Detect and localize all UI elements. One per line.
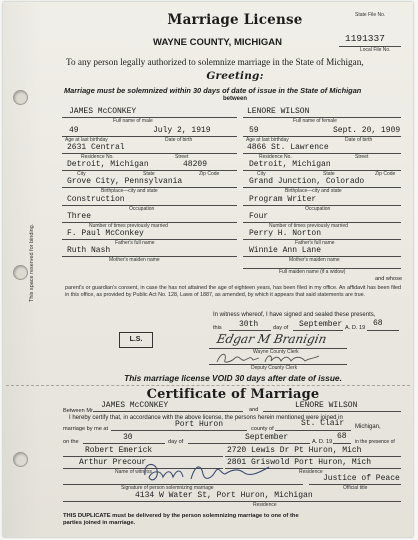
address-line: To any person legally authorized to solemnize marriage in the State of Michigan, (66, 57, 364, 67)
times-married-label: Number of times previously married (269, 223, 348, 229)
issue-year: 68 (373, 319, 383, 328)
affidavit-text: parent's or guardian's consent, in case the has not attained the age of eighteen years, has been filed in my office. An affidavit has been filed in this office, as provided by Public Act No. 128, Laws of 1887, as amended, by which it appears that said statements are true. (65, 285, 401, 298)
witness-statement: In witness whereof, I have signed and sealed these presents, (213, 312, 376, 318)
row-line (83, 443, 165, 444)
solemnize-notice: Marriage must be solemnized within 30 days of date of issue in the State of Michigan (64, 86, 362, 95)
city-label: City (77, 171, 86, 177)
seal-box: L.S. (119, 332, 153, 348)
occupation-label: Occupation (305, 206, 331, 212)
witness-residence-label: Residence (299, 469, 323, 475)
bride-mother: Winnie Ann Lane (249, 246, 322, 255)
bride-birthplace: Grand Junction, Colorado (249, 177, 365, 186)
county-heading: WAYNE COUNTY, MICHIGAN (153, 37, 282, 48)
street-label: Street (175, 154, 189, 160)
clerk-title-label: Wayne County Clerk (253, 349, 299, 355)
residence-label: Residence (253, 502, 277, 508)
age-label: Age at last birthday (65, 137, 108, 143)
zip-label: Zip Code (375, 171, 396, 177)
groom-residence: 2631 Central (67, 143, 125, 152)
bride-city: Detroit, Michigan (249, 160, 331, 169)
maiden-name-label: Full maiden name (if a widow) (279, 269, 346, 275)
groom-father: F. Paul McConkey (67, 229, 144, 238)
row-line (293, 330, 343, 331)
local-file-label: Local File No. (360, 47, 391, 53)
times-married-label: Number of times previously married (89, 223, 168, 229)
marriage-year: 68 (337, 432, 347, 441)
residence-no-label: Residence No. (259, 154, 292, 160)
local-file-number: 1191337 (345, 33, 385, 44)
officiant-signature (141, 459, 273, 485)
cert-day-of-label: day of (168, 439, 184, 445)
duplicate-notice: THIS DUPLICATE must be delivered by the person solemnizing marriage to one of the parties joined in marriage. (63, 513, 299, 526)
bride-occupation: Program Writer (249, 195, 317, 204)
row-line (63, 501, 401, 502)
state-label: State (323, 171, 335, 177)
state-label: State (143, 171, 155, 177)
cert-year-prefix: A. D. 19 (312, 439, 333, 445)
marriage-day: 30 (123, 433, 133, 442)
bride-name: LENORE WILSON (247, 107, 310, 116)
perforation-line (6, 385, 410, 386)
license-title: Marriage License (167, 12, 303, 28)
certify-text: I hereby certify that, in accordance with the above license, the persons herein mentioned were joined in (69, 415, 343, 421)
row-line (333, 443, 351, 444)
and-label: and (249, 407, 259, 413)
binder-hole (13, 265, 28, 280)
void-notice: This marriage license VOID 30 days after date of issue. (124, 373, 342, 383)
city-label: City (257, 171, 266, 177)
deputy-title-label: Deputy County Clerk (251, 365, 298, 371)
this-label: this (213, 325, 222, 331)
issue-day: 30th (239, 320, 259, 329)
witness-name-label: Name of witness (115, 469, 152, 475)
birth-date-label: Date of birth (345, 137, 373, 143)
row-line (263, 411, 401, 412)
birth-date-label: Date of birth (165, 137, 193, 143)
signature-label: Signature of person solemnizing marriage (121, 485, 214, 491)
marriage-county: St. Clair (301, 419, 345, 428)
father-label: Father's full name (295, 240, 335, 246)
row-line (367, 330, 399, 331)
certificate-bride: LENORE WILSON (295, 401, 358, 410)
marriage-month: September (245, 433, 289, 442)
zip-label: Zip Code (199, 171, 220, 177)
officiant-title: Justice of Peace (323, 474, 400, 483)
bride-father: Perry H. Norton (249, 229, 322, 238)
binding-note: This space reserved for binding. (29, 223, 35, 302)
witness-2-name: Arthur Precour (79, 458, 147, 467)
binder-hole (13, 452, 28, 467)
groom-times-married: Three (67, 212, 92, 221)
clerk-signature: Edgar M Branigin (215, 332, 328, 346)
on-the-label: on the (63, 439, 79, 445)
street-label: Street (355, 154, 369, 160)
greeting: Greeting: (206, 70, 264, 82)
certificate-title: Certificate of Marriage (146, 387, 320, 402)
female-name-label: Full name of female (293, 118, 337, 124)
between-mr-label: Between Mr. (63, 408, 95, 414)
groom-zip: 48209 (183, 160, 208, 169)
officiant-residence: 4134 W Water St, Port Huron, Michigan (135, 491, 313, 500)
binder-hole (13, 90, 28, 105)
day-of-label: day of (273, 325, 289, 331)
official-title-label: Official title (343, 485, 368, 491)
groom-birth-date: July 2, 1919 (153, 126, 211, 135)
birthplace-label: Birthplace—city and state (285, 188, 342, 194)
and-whose-label: and whose (375, 276, 403, 282)
mother-label: Mother's maiden name (109, 257, 160, 263)
row-line (93, 411, 243, 412)
row-line (229, 330, 271, 331)
bride-times-married: Four (249, 212, 269, 221)
bride-age: 59 (249, 126, 259, 135)
certificate-groom: JAMES McCONKEY (101, 401, 169, 410)
birthplace-label: Birthplace—city and state (101, 188, 158, 194)
marriage-at-label: marriage by me at (63, 426, 109, 432)
male-name-label: Full name of male (113, 118, 153, 124)
witness-1-name: Robert Emerick (85, 446, 153, 455)
groom-name: JAMES McCONKEY (69, 107, 137, 116)
groom-occupation: Construction (67, 195, 125, 204)
groom-age: 49 (69, 126, 79, 135)
occupation-label: Occupation (129, 206, 155, 212)
bride-residence: 4866 St. Lawrence (247, 143, 329, 152)
row-line (63, 456, 223, 457)
age-label: Age at last birthday (246, 137, 289, 143)
row-line (111, 430, 247, 431)
bride-birth-date: Sept. 20, 1909 (333, 126, 401, 135)
row-line (275, 430, 351, 431)
groom-mother: Ruth Nash (67, 246, 111, 255)
groom-birthplace: Grove City, Pennsylvania (67, 177, 183, 186)
marriage-place: Port Huron (175, 420, 224, 429)
county-of-label: county of (251, 426, 274, 432)
issue-month: September (299, 320, 343, 329)
mother-label: Mother's maiden name (289, 257, 340, 263)
row-line (188, 443, 310, 444)
license-document (3, 2, 413, 537)
year-prefix: A. D. 19 (345, 325, 366, 331)
state-file-label: State File No. (355, 12, 386, 18)
signature-stroke (145, 464, 269, 479)
presence-label: in the presence of (355, 439, 395, 445)
groom-city: Detroit, Michigan (67, 160, 149, 169)
witness-1-residence: 2720 Lewis Dr Pt Huron, Mich (227, 446, 362, 455)
father-label: Father's full name (115, 240, 155, 246)
residence-no-label: Residence No. (81, 154, 114, 160)
michigan-label: Michigan, (355, 424, 381, 430)
witness-2-residence: 2801 Griswold Port Huron, Mich (227, 458, 372, 467)
between-label: between (222, 96, 247, 102)
row-line (225, 456, 401, 457)
